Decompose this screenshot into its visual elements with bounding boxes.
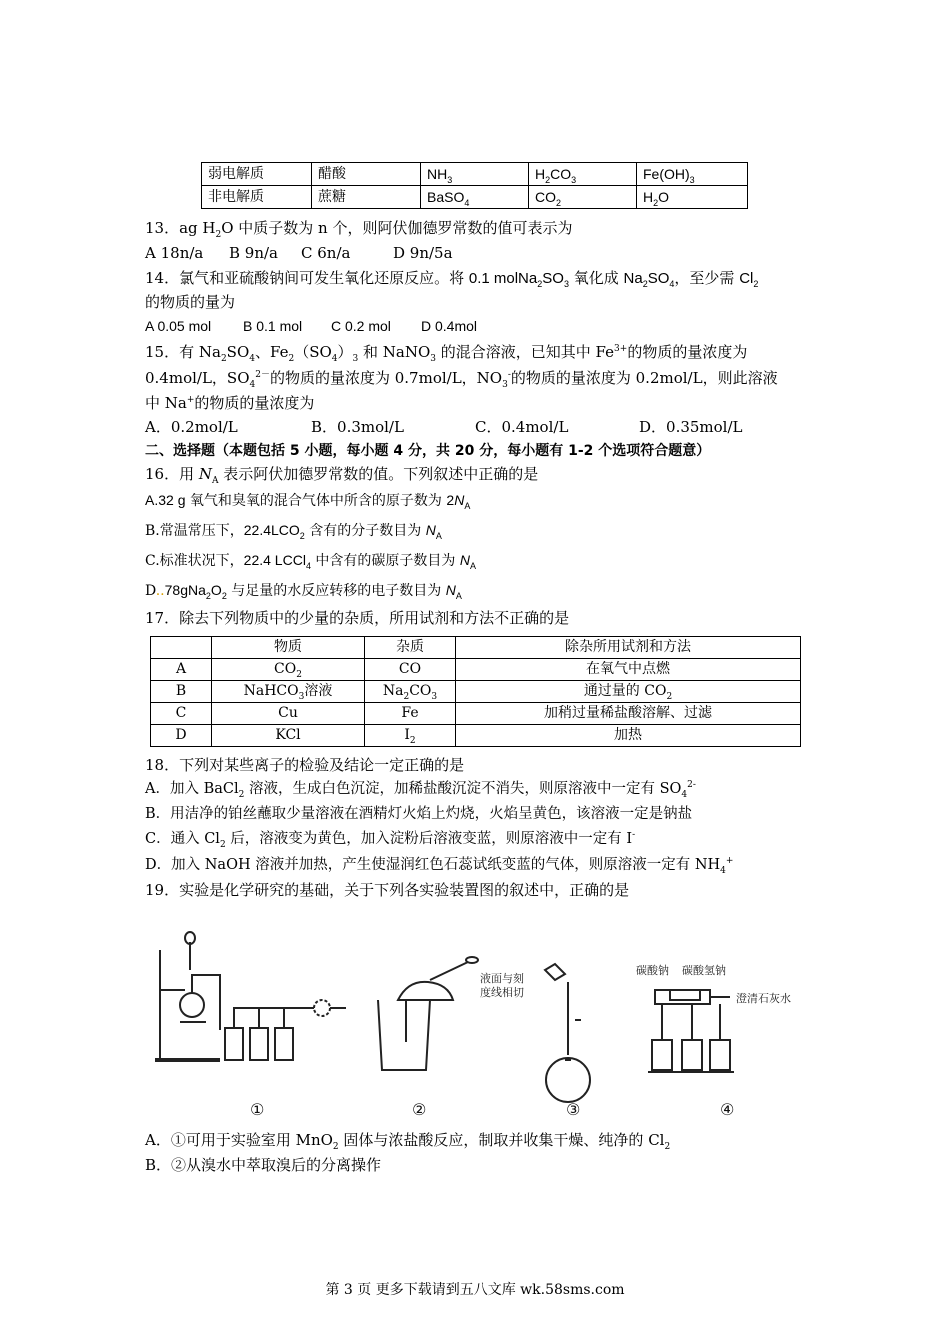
fig4-label-limewater: 澄清石灰水	[736, 992, 791, 1005]
table1-cell: $Fe(OH)_3$	[637, 163, 748, 186]
table1-cell: 弱电解质	[202, 163, 312, 186]
table1-cell: $NH_3$	[421, 163, 529, 186]
apparatus-2	[378, 957, 478, 1070]
section-heading: 二、选择题（本题包括 5 小题，每小题 4 分，共 20 分，每小题有 1-2 个选项符合题意）	[145, 443, 711, 459]
table2-cell: KCl	[212, 725, 365, 747]
table2-cell: $Na_2CO_3$	[365, 681, 456, 703]
q15-line3: 中 Na+的物质的量浓度为	[145, 394, 315, 412]
table2-cell: $CO_2$	[212, 659, 365, 681]
table1-cell: 蔗糖	[312, 186, 421, 209]
figure-label-4: ④	[720, 1100, 735, 1119]
table2-cell: D	[151, 725, 212, 747]
table2-cell: 加稍过量稀盐酸溶解、过滤	[456, 703, 801, 725]
table2-header	[151, 637, 212, 659]
apparatus-3	[545, 964, 590, 1102]
table2-cell: B	[151, 681, 212, 703]
table1-cell: 非电解质	[202, 186, 312, 209]
q18-option-d: D．加入 NaOH 溶液并加热，产生使湿润红色石蕊试纸变蓝的气体，则原溶液一定有 $NH_4^+$	[145, 856, 734, 876]
q16-option-c: C.标准状况下，22.4 LCCl$_4$ 中含有的碳原子数目为 $N_A$	[145, 552, 476, 571]
table2-cell: 在氧气中点燃	[456, 659, 801, 681]
table2-cell: NaHCO$_3$溶液	[212, 681, 365, 703]
table1-cell: $H_2O$	[637, 186, 748, 209]
figure-label-3: ③	[566, 1100, 581, 1119]
apparatus-4	[648, 990, 734, 1072]
q13-stem: 13．ag $H_2O$ 中质子数为 n 个，则阿伏伽德罗常数的值可表示为	[145, 219, 573, 240]
q18-option-b: B．用洁净的铂丝蘸取少量溶液在酒精灯火焰上灼烧，火焰呈黄色，该溶液一定是钠盐	[145, 806, 693, 822]
q14-line1: 14．氯气和亚硫酸钠间可发生氧化还原反应。将 0.1 $molNa_2SO_3$ 氧化成 $Na_2SO_4$，至少需 $Cl_2$	[145, 269, 759, 289]
table2-cell: Cu	[212, 703, 365, 725]
q19-stem: 19．实验是化学研究的基础，关于下列各实验装置图的叙述中，正确的是	[145, 881, 630, 899]
table2-cell: $I_2$	[365, 725, 456, 747]
table2-header: 物质	[212, 637, 365, 659]
q15-line2: 0.4mol/L，$SO_4^{2-}$的物质的量浓度为 0.7mol/L，$NO_3^-$的物质的量浓度为 0.2mol/L，则此溶液	[145, 369, 778, 390]
table1-cell: BaSO$_4$	[421, 186, 529, 209]
apparatus-figure	[150, 930, 800, 1120]
page-footer: 第 3 页 更多下载请到五八文库 wk.58sms.com	[325, 1282, 625, 1298]
table2-cell: 加热	[456, 725, 801, 747]
fig3-label-line1: 液面与刻	[480, 972, 524, 985]
q18-option-a: A．加入 BaCl$_2$ 溶液，生成白色沉淀，加稀盐酸沉淀不消失，则原溶液中一定有 $SO_4^{2-}$	[145, 780, 696, 800]
q15-options: A．0.2mol/L B．0.3mol/L C．0.4mol/L D．0.35mol/L	[145, 418, 743, 436]
table2-header: 除杂所用试剂和方法	[456, 637, 801, 659]
q14-options: A 0.05 mol B 0.1 mol C 0.2 mol D 0.4mol	[145, 318, 478, 334]
table2-cell: C	[151, 703, 212, 725]
electrolyte-table	[201, 162, 748, 209]
fig4-label-na2co3: 碳酸钠	[636, 964, 669, 977]
apparatus-1	[155, 932, 346, 1060]
table1-cell: 醋酸	[312, 163, 421, 186]
fig4-label-nahco3: 碳酸氢钠	[682, 964, 726, 977]
table1-cell: $CO_2$	[529, 186, 637, 209]
table1-cell: $H_2CO_3$	[529, 163, 637, 186]
figure-label-2: ②	[412, 1100, 427, 1119]
q14-line2: 的物质的量为	[145, 293, 236, 311]
table2-cell: Fe	[365, 703, 456, 725]
q15-line1: 15．有 $Na_2SO_4$、$Fe_2(SO_4)_3$ 和 NaNO$_3$ 的混合溶液，已知其中 $Fe^{3+}$的物质的量浓度为	[145, 343, 748, 364]
q16-option-a: A.32 g 氧气和臭氧的混合气体中所含的原子数为 $2N_A$	[145, 492, 471, 511]
fig3-label-line2: 度线相切	[480, 986, 524, 999]
figure-label-1: ①	[250, 1100, 265, 1119]
q19-option-b: B．②从溴水中萃取溴后的分离操作	[145, 1156, 382, 1174]
table2-header: 杂质	[365, 637, 456, 659]
table2-cell: CO	[365, 659, 456, 681]
q18-stem: 18．下列对某些离子的检验及结论一定正确的是	[145, 756, 465, 774]
q13-options: A 18n/a B 9n/a C 6n/a D 9n/5a	[145, 244, 453, 262]
q17-stem: 17．除去下列物质中的少量的杂质，所用试剂和方法不正确的是	[145, 609, 570, 627]
q19-option-a: A．①可用于实验室用 MnO$_2$ 固体与浓盐酸反应，制取并收集干燥、纯净的 $Cl_2$	[145, 1131, 671, 1152]
q18-option-c: C．通入 $Cl_2$ 后，溶液变为黄色，加入淀粉后溶液变蓝，则原溶液中一定有 I-	[145, 830, 636, 850]
impurity-table	[150, 636, 801, 747]
table2-cell: 通过量的 $CO_2$	[456, 681, 801, 703]
q16-option-b: B.常温常压下，$22.4LCO_2$ 含有的分子数目为 $N_A$	[145, 522, 442, 541]
q16-option-d: $D..78gNa_2O_2$ 与足量的水反应转移的电子数目为 $N_A$	[145, 582, 462, 601]
table2-cell: A	[151, 659, 212, 681]
q16-stem: 16．用 $N_A$ 表示阿伏加德罗常数的值。下列叙述中正确的是	[145, 465, 539, 486]
